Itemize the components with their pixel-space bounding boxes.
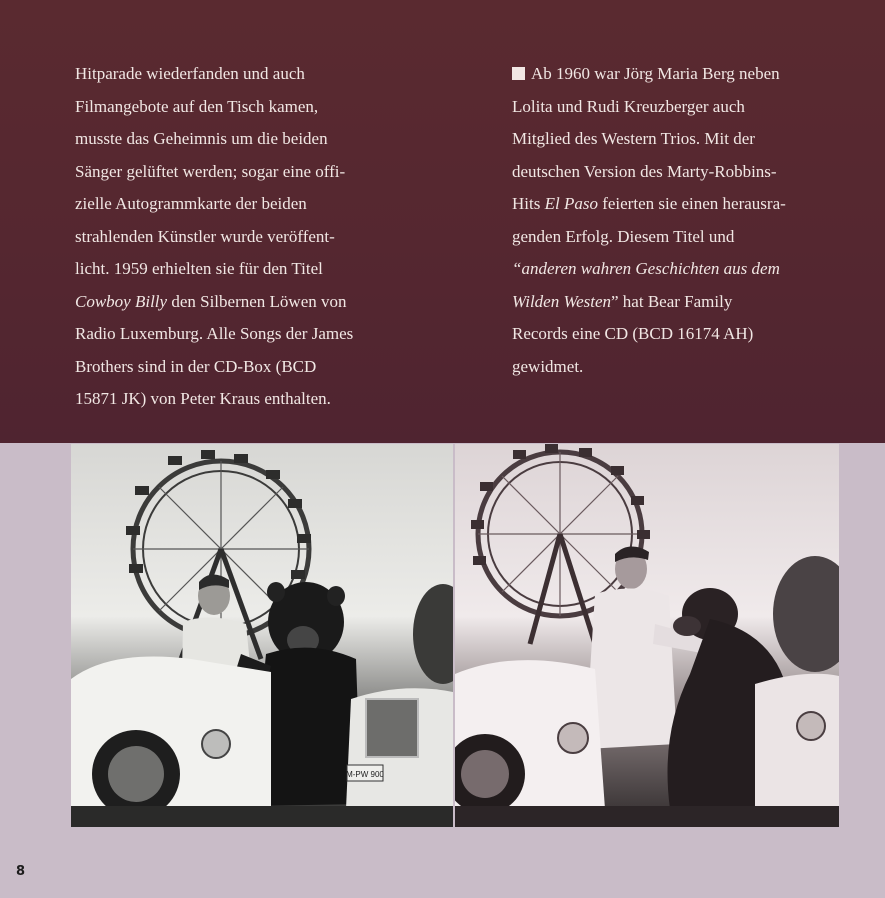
- text-line: Mitglied des Western Trios. Mit der: [512, 129, 755, 148]
- text-line: [512, 58, 837, 91]
- text-line: [512, 188, 837, 221]
- text-line: licht. 1959 erhielten sie für den Titel: [75, 259, 323, 278]
- text-line: Radio Luxemburg. Alle Songs der James: [75, 324, 354, 343]
- text-line: Sänger gelüftet werden; sogar eine offi-: [75, 161, 346, 181]
- text-line: [512, 286, 837, 319]
- text-fragment: feierten sie einen herausra-: [597, 194, 786, 213]
- right-text-column: [512, 58, 837, 383]
- text-line: deutschen Version des Marty-Robbins-: [512, 161, 777, 181]
- text-line: “anderen wahren Geschichten aus dem: [512, 259, 780, 278]
- photo-man-with-bear-left: [71, 444, 453, 827]
- text-fragment: ” hat Bear Family: [611, 291, 733, 311]
- text-line: Brothers sind in der CD-Box (BCD: [75, 356, 317, 376]
- song-title: El Paso: [544, 194, 598, 213]
- song-title: Wilden Westen: [512, 291, 611, 311]
- text-line: gewidmet.: [512, 356, 584, 376]
- text-fragment: Hits: [512, 194, 545, 213]
- text-fragment: Ab 1960 war Jörg Maria Berg neben: [531, 64, 780, 83]
- page-number: 8: [16, 864, 26, 879]
- left-text-column: [75, 58, 398, 416]
- text-line: musste das Geheimnis um die beiden: [75, 129, 328, 148]
- text-line: Hitparade wiederfanden und auch: [75, 64, 305, 83]
- text-line: [75, 286, 398, 319]
- text-line: genden Erfolg. Diesem Titel und: [512, 226, 735, 246]
- text-line: zielle Autogrammkarte der beiden: [75, 194, 307, 213]
- text-line: strahlenden Künstler wurde veröffent-: [75, 226, 335, 246]
- photo-man-with-bear-right: [455, 444, 839, 827]
- song-title: Cowboy Billy: [75, 291, 168, 311]
- license-plate: M-PW 900: [346, 770, 384, 779]
- text-line: Filmangebote auf den Tisch kamen,: [75, 96, 319, 116]
- text-line: 15871 JK) von Peter Kraus enthalten.: [75, 389, 331, 408]
- text-line: Records eine CD (BCD 16174 AH): [512, 324, 754, 343]
- text-fragment: den Silbernen Löwen von: [167, 291, 347, 311]
- text-line: Lolita und Rudi Kreuzberger auch: [512, 96, 745, 116]
- square-bullet-icon: [512, 67, 525, 80]
